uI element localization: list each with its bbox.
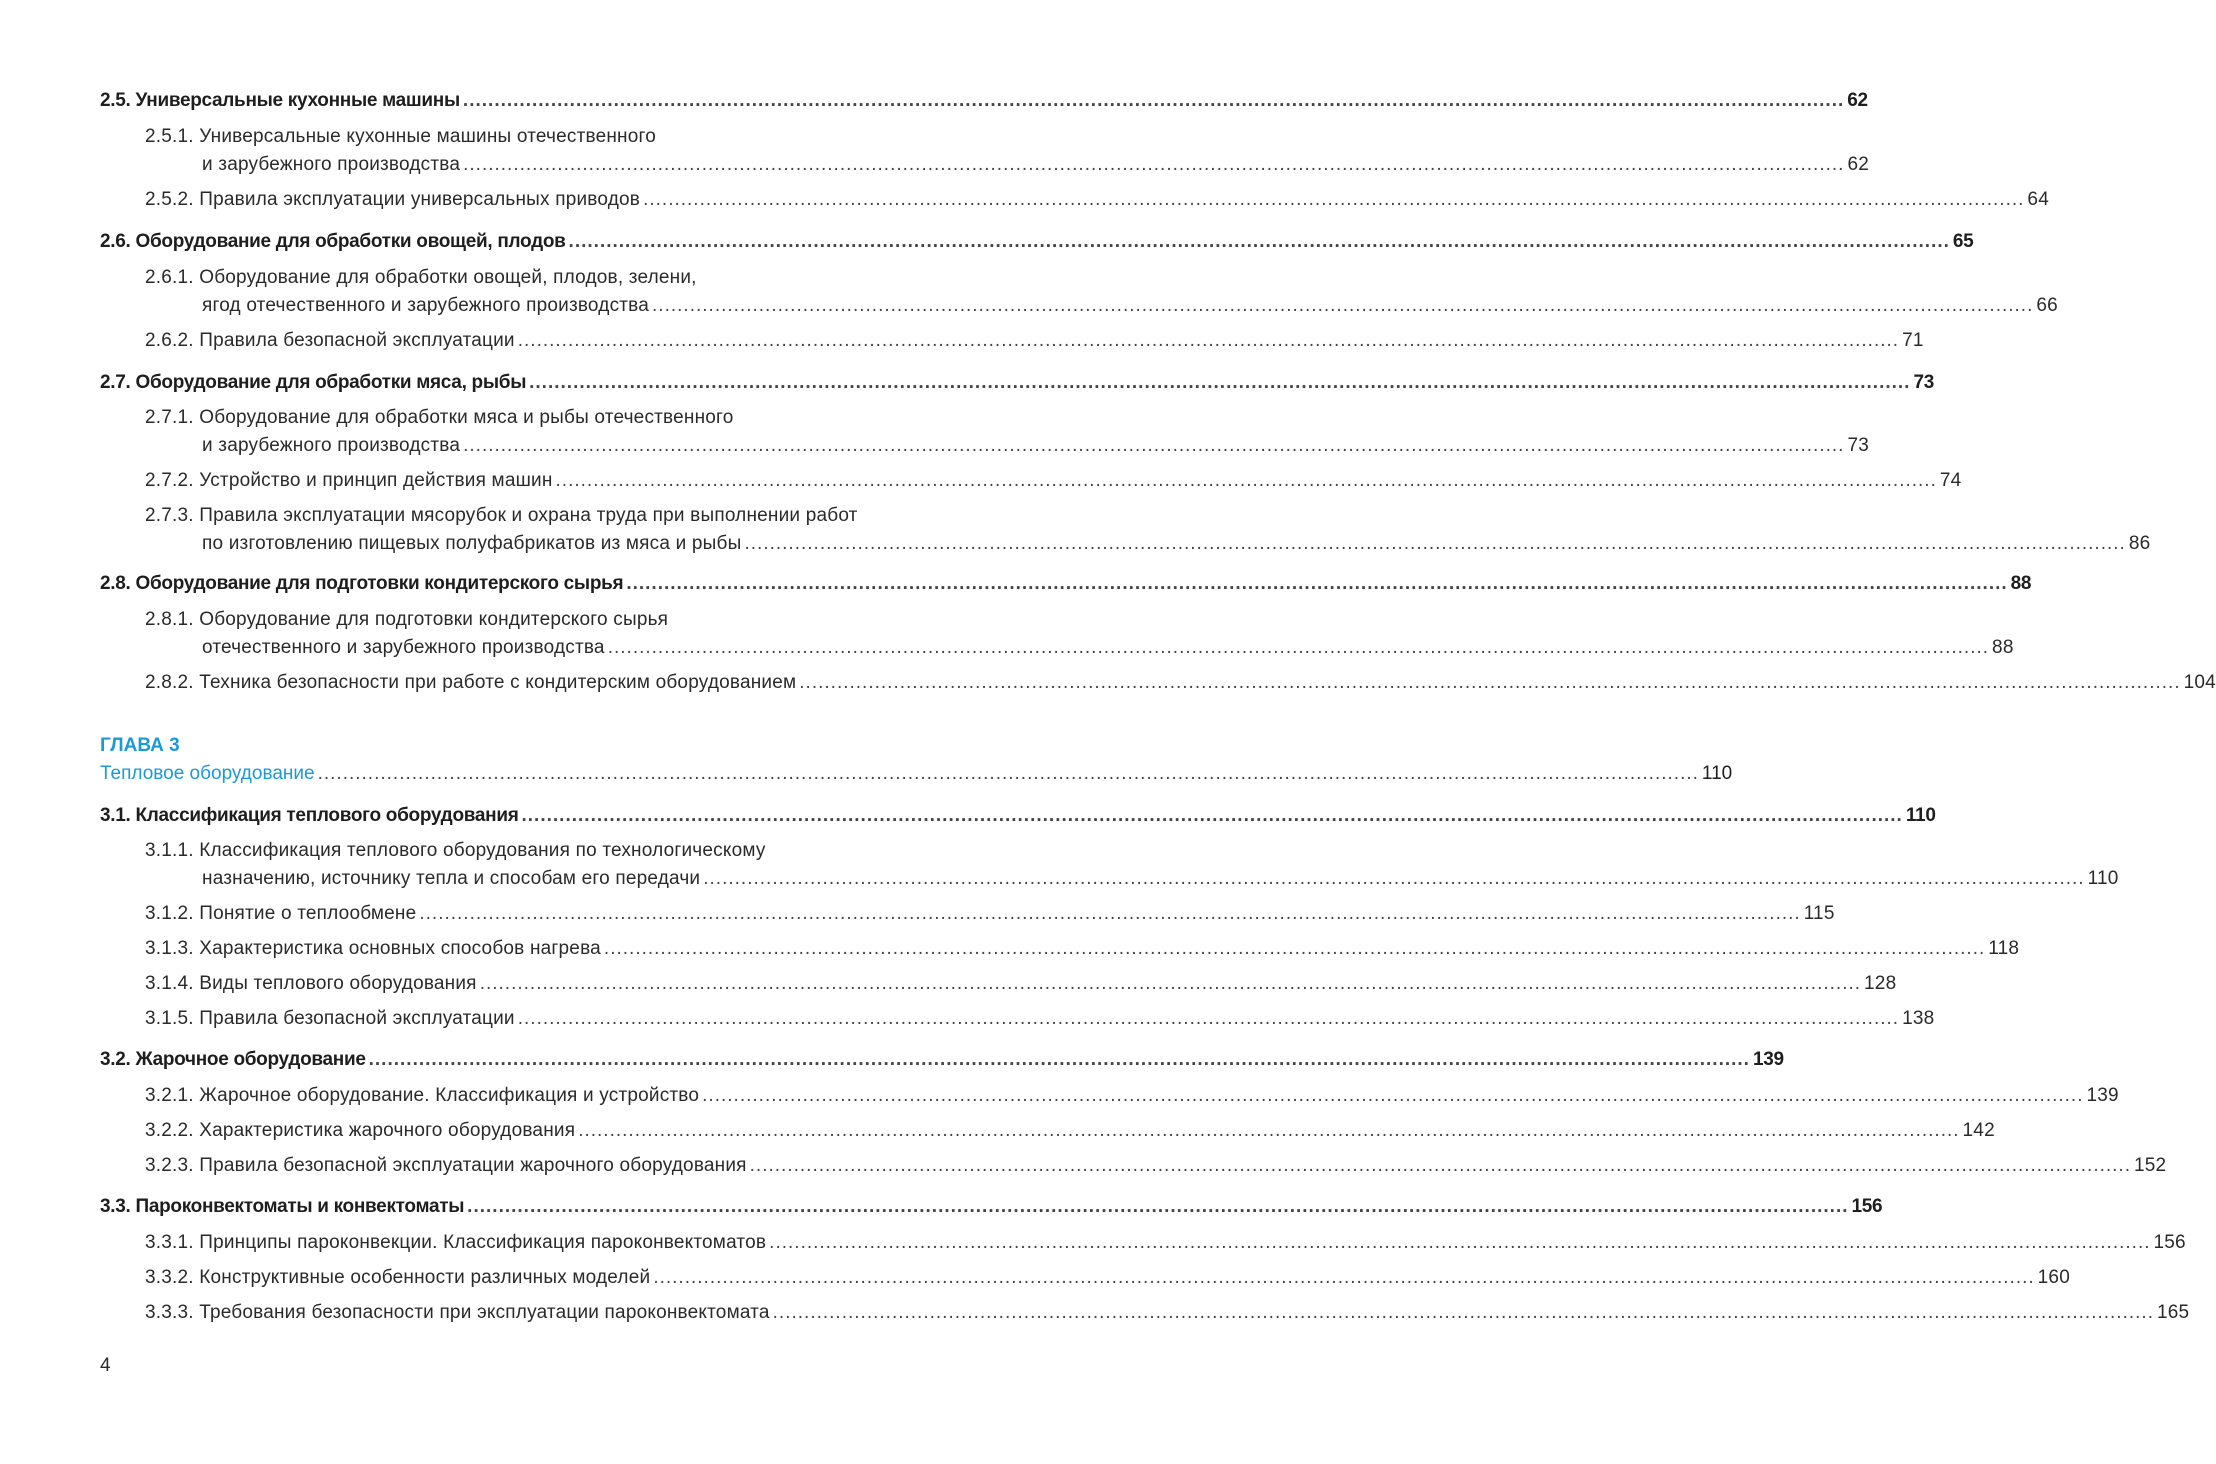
toc-title-line1: 3.1.1. Классификация теплового оборудования по технологическому xyxy=(145,840,766,861)
toc-subsection-3-2-3[interactable] xyxy=(145,1155,2167,1177)
toc-title-line2: и зарубежного производства xyxy=(202,435,461,456)
toc-subsection-3-1-1[interactable] xyxy=(145,840,2119,890)
toc-page: 110 xyxy=(2087,868,2119,889)
toc-subsection-3-2-2[interactable] xyxy=(145,1120,1995,1142)
leader-dots: ............................................................................................................................................................................................................................ xyxy=(607,637,1990,658)
leader-dots: ............................................................................................................................................................................................................................ xyxy=(652,295,2034,316)
toc-page: 62 xyxy=(1847,154,1869,175)
leader-dots: ............................................................................................................................................................................................................................ xyxy=(521,805,1903,826)
toc-subsection-2-5-1[interactable] xyxy=(145,126,1869,176)
leader-dots: ............................................................................................................................................................................................................................ xyxy=(702,1085,2084,1106)
toc-title-line2: отечественного и зарубежного производства xyxy=(202,637,605,658)
toc-title-line1: 2.5.1. Универсальные кухонные машины отечественного xyxy=(145,126,657,147)
toc-title-line1: 2.8.1. Оборудование для подготовки кондитерского сырья xyxy=(145,609,669,630)
toc-page: 110 xyxy=(1905,805,1936,826)
toc-title: 2.7.2. Устройство и принцип действия машин xyxy=(145,470,553,491)
toc-title: 2.8.2. Техника безопасности при работе с кондитерским оборудованием xyxy=(145,672,797,693)
page-number: 4 xyxy=(100,1355,111,1376)
leader-dots: ............................................................................................................................................................................................................................ xyxy=(578,1120,1960,1141)
toc-title: 3.2.1. Жарочное оборудование. Классификация и устройство xyxy=(145,1085,700,1106)
toc-subsection-3-1-2[interactable] xyxy=(145,903,1835,925)
toc-title: 2.7. Оборудование для обработки мяса, рыбы xyxy=(100,372,527,393)
toc-page: 165 xyxy=(2156,1302,2190,1323)
toc-page: 160 xyxy=(2037,1267,2070,1288)
toc-subsection-3-2-1[interactable] xyxy=(145,1085,2119,1107)
toc-page: 74 xyxy=(1939,470,1962,491)
toc-title-line2: ягод отечественного и зарубежного производства xyxy=(202,295,650,316)
toc-subsection-2-5-2[interactable] xyxy=(145,189,2049,211)
toc-title: 3.3.1. Принципы пароконвекции. Классификация пароконвектоматов xyxy=(145,1232,767,1253)
toc-title: 3.3.3. Требования безопасности при эксплуатации пароконвектомата xyxy=(145,1302,770,1323)
toc-section-2-5[interactable] xyxy=(100,90,1868,112)
toc-title: 3.2.3. Правила безопасной эксплуатации жарочного оборудования xyxy=(145,1155,747,1176)
toc-section-2-8[interactable] xyxy=(100,573,2032,595)
leader-dots: ............................................................................................................................................................................................................................ xyxy=(603,938,1986,959)
toc-subsection-3-1-3[interactable] xyxy=(145,938,2020,960)
toc-section-2-7[interactable] xyxy=(100,372,1935,394)
leader-dots: ............................................................................................................................................................................................................................ xyxy=(568,231,1950,252)
toc-page: 62 xyxy=(1847,90,1868,111)
leader-dots: ............................................................................................................................................................................................................................ xyxy=(643,189,2025,210)
toc-title: 3.1. Классификация теплового оборудования xyxy=(100,805,519,826)
toc-title: 3.1.3. Характеристика основных способов нагрева xyxy=(145,938,601,959)
toc-page: 73 xyxy=(1913,372,1935,393)
leader-dots: ............................................................................................................................................................................................................................ xyxy=(744,533,2126,554)
chapter-label: ГЛАВА 3 xyxy=(100,735,180,756)
toc-title: 3.1.5. Правила безопасной эксплуатации xyxy=(145,1008,515,1029)
leader-dots: ............................................................................................................................................................................................................................ xyxy=(462,90,1845,111)
toc-page: 115 xyxy=(1803,903,1835,924)
toc-title: 3.1.4. Виды теплового оборудования xyxy=(145,973,477,994)
toc-section-3-2[interactable] xyxy=(100,1049,1784,1071)
toc-subsection-2-6-1[interactable] xyxy=(145,267,2058,317)
toc-title: 2.6. Оборудование для обработки овощей, плодов xyxy=(100,231,566,252)
toc-subsection-3-3-2[interactable] xyxy=(145,1267,2070,1289)
toc-page: 139 xyxy=(1752,1049,1784,1070)
toc-subsection-2-7-1[interactable] xyxy=(145,407,1869,457)
toc-page: 88 xyxy=(1992,637,2014,658)
toc-subsection-2-7-2[interactable] xyxy=(145,470,1962,492)
toc-subsection-3-3-3[interactable] xyxy=(145,1302,2190,1324)
toc-title-line2: и зарубежного производства xyxy=(202,154,461,175)
leader-dots: ............................................................................................................................................................................................................................ xyxy=(799,672,2181,693)
toc-title: 2.6.2. Правила безопасной эксплуатации xyxy=(145,330,515,351)
toc-title: 3.2.2. Характеристика жарочного оборудования xyxy=(145,1120,576,1141)
toc-subsection-2-6-2[interactable] xyxy=(145,330,1924,352)
leader-dots: ............................................................................................................................................................................................................................ xyxy=(653,1267,2035,1288)
toc-title: 2.5. Универсальные кухонные машины xyxy=(100,90,460,111)
leader-dots: ............................................................................................................................................................................................................................ xyxy=(529,372,1911,393)
toc-title: 3.3. Пароконвектоматы и конвектоматы xyxy=(100,1196,465,1217)
toc-page: 66 xyxy=(2036,295,2058,316)
toc-page: 138 xyxy=(1902,1008,1935,1029)
toc-section-2-6[interactable] xyxy=(100,231,1974,253)
toc-page: 156 xyxy=(1851,1196,1883,1217)
toc-title: 2.5.2. Правила эксплуатации универсальных приводов xyxy=(145,189,641,210)
leader-dots: ............................................................................................................................................................................................................................ xyxy=(463,154,1845,175)
toc-section-3-1[interactable] xyxy=(100,805,1936,827)
toc-subsection-2-7-3[interactable] xyxy=(145,505,2151,555)
toc-page: 110 xyxy=(1701,763,1733,784)
leader-dots: ............................................................................................................................................................................................................................ xyxy=(463,435,1845,456)
leader-dots: ............................................................................................................................................................................................................................ xyxy=(626,573,2008,594)
toc-subsection-2-8-1[interactable] xyxy=(145,609,2014,659)
toc-page: 88 xyxy=(2010,573,2032,594)
toc-title-line1: 2.7.1. Оборудование для обработки мяса и рыбы отечественного xyxy=(145,407,734,428)
toc-page: 118 xyxy=(1988,938,2020,959)
toc-page: 64 xyxy=(2027,189,2049,210)
toc-page: 156 xyxy=(2153,1232,2186,1253)
toc-page: 71 xyxy=(1902,330,1924,351)
leader-dots: ............................................................................................................................................................................................................................ xyxy=(419,903,1801,924)
toc-title-line2: назначению, источнику тепла и способам его передачи xyxy=(202,868,701,889)
toc-title-line1: 2.6.1. Оборудование для обработки овощей, плодов, зелени, xyxy=(145,267,697,288)
toc-page: 86 xyxy=(2128,533,2151,554)
toc-page: 139 xyxy=(2086,1085,2119,1106)
toc-page: 65 xyxy=(1952,231,1974,252)
toc-title-line1: 2.7.3. Правила эксплуатации мясорубок и охрана труда при выполнении работ xyxy=(145,505,858,526)
leader-dots: ............................................................................................................................................................................................................................ xyxy=(555,470,1937,491)
chapter-title: Тепловое оборудование xyxy=(100,763,315,784)
toc-title: 3.2. Жарочное оборудование xyxy=(100,1049,366,1070)
toc-chapter-3[interactable] xyxy=(100,735,1733,785)
toc-page: 73 xyxy=(1847,435,1869,456)
toc-subsection-3-3-1[interactable] xyxy=(145,1232,2186,1254)
toc-page: 104 xyxy=(2183,672,2216,693)
leader-dots: ............................................................................................................................................................................................................................ xyxy=(467,1196,1849,1217)
leader-dots: ............................................................................................................................................................................................................................ xyxy=(317,763,1699,784)
leader-dots: ............................................................................................................................................................................................................................ xyxy=(368,1049,1750,1070)
toc-title: 3.3.2. Конструктивные особенности различных моделей xyxy=(145,1267,651,1288)
toc-subsection-2-8-2[interactable] xyxy=(145,672,2216,694)
leader-dots: ............................................................................................................................................................................................................................ xyxy=(749,1155,2131,1176)
leader-dots: ............................................................................................................................................................................................................................ xyxy=(517,1008,1900,1029)
toc-title-line2: по изготовлению пищевых полуфабрикатов из мяса и рыбы xyxy=(202,533,742,554)
toc-title: 3.1.2. Понятие о теплообмене xyxy=(145,903,417,924)
leader-dots: ............................................................................................................................................................................................................................ xyxy=(703,868,2085,889)
toc-page: 142 xyxy=(1962,1120,1995,1141)
leader-dots: ............................................................................................................................................................................................................................ xyxy=(769,1232,2151,1253)
toc-page: 152 xyxy=(2134,1155,2167,1176)
leader-dots: ............................................................................................................................................................................................................................ xyxy=(772,1302,2154,1323)
toc-page: 128 xyxy=(1864,973,1897,994)
leader-dots: ............................................................................................................................................................................................................................ xyxy=(517,330,1900,351)
toc-subsection-3-1-4[interactable] xyxy=(145,973,1897,995)
toc-section-3-3[interactable] xyxy=(100,1196,1883,1218)
leader-dots: ............................................................................................................................................................................................................................ xyxy=(479,973,1862,994)
toc-title: 2.8. Оборудование для подготовки кондитерского сырья xyxy=(100,573,624,594)
toc-subsection-3-1-5[interactable] xyxy=(145,1008,1935,1030)
